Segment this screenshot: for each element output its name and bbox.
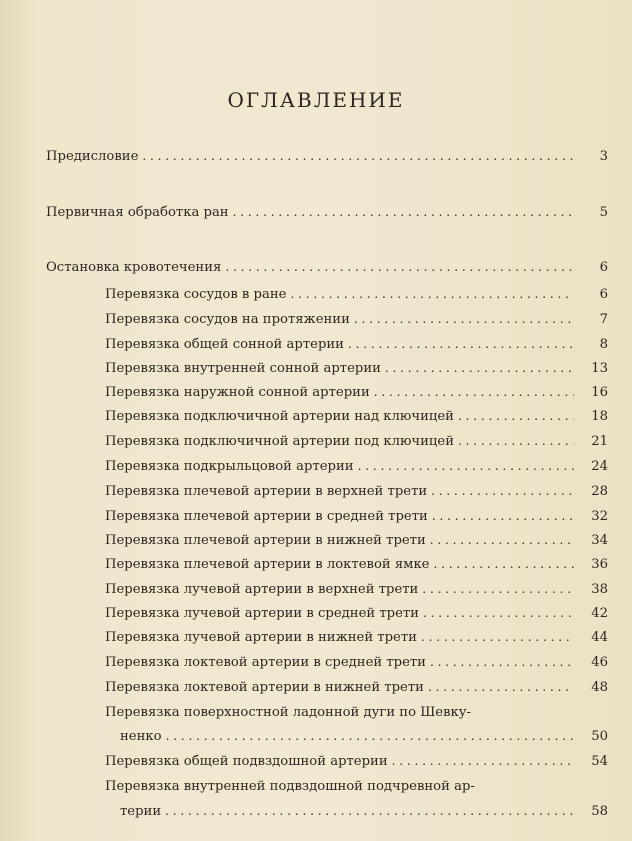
toc-subentry — [105, 386, 608, 399]
page-title: ОГЛАВЛЕНИЕ — [227, 88, 405, 112]
entry-title: Перевязка общей подвздошной артерии — [105, 754, 388, 769]
entry-page: 18 — [591, 409, 608, 424]
leader-dots — [142, 150, 574, 162]
entry-page: 42 — [591, 606, 608, 621]
toc-subentry — [105, 534, 608, 547]
entry-page: 8 — [599, 337, 608, 352]
toc-subentry — [105, 607, 608, 620]
entry-title: Перевязка плечевой артерии в средней трети — [105, 509, 428, 524]
entry-title: Перевязка локтевой артерии в нижней трети — [105, 680, 424, 695]
toc-subentry — [105, 338, 608, 351]
leader-dots — [166, 730, 574, 742]
entry-title: Перевязка лучевой артерии в верхней трети — [105, 582, 419, 597]
toc-subentry — [105, 631, 608, 644]
entry-title: Предисловие — [46, 149, 139, 164]
entry-page: 48 — [591, 680, 608, 695]
entry-page: 32 — [591, 509, 608, 524]
entry-page: 44 — [591, 630, 608, 645]
toc-entry — [46, 150, 608, 163]
leader-dots — [233, 206, 574, 218]
leader-dots — [430, 656, 574, 668]
toc-subentry — [105, 460, 608, 473]
leader-dots — [421, 631, 574, 643]
leader-dots — [165, 805, 574, 817]
entry-page: 16 — [591, 385, 608, 400]
leader-dots — [290, 288, 574, 300]
toc-subentry — [105, 755, 608, 768]
toc-subentry — [105, 485, 608, 498]
entry-page: 5 — [599, 205, 608, 220]
leader-dots — [225, 261, 574, 273]
toc-subentry — [105, 410, 608, 423]
toc-entry — [46, 206, 608, 219]
entry-title: Перевязка сосудов на протяжении — [105, 312, 350, 327]
entry-page: 54 — [591, 754, 608, 769]
leader-dots — [431, 485, 574, 497]
entry-page: 6 — [599, 260, 608, 275]
entry-page: 24 — [591, 459, 608, 474]
leader-dots — [374, 386, 574, 398]
entry-page: 7 — [599, 312, 608, 327]
toc-subentry — [105, 583, 608, 596]
leader-dots — [434, 558, 575, 570]
entry-page: 58 — [591, 804, 608, 819]
entry-title: Перевязка общей сонной артерии — [105, 337, 344, 352]
entry-title: Перевязка локтевой артерии в средней трети — [105, 655, 426, 670]
entry-title: Перевязка плечевой артерии в локтевой ямке — [105, 557, 430, 572]
entry-title: Перевязка подкрыльцовой артерии — [105, 459, 354, 474]
entry-title-line1: Перевязка поверхностной ладонной дуги по Шевку- — [105, 705, 471, 720]
entry-title: Перевязка сосудов в ране — [105, 287, 287, 302]
entry-page: 13 — [591, 361, 608, 376]
entry-title: Перевязка плечевой артерии в нижней трети — [105, 533, 426, 548]
entry-page: 34 — [591, 533, 608, 548]
entry-page: 36 — [591, 557, 608, 572]
leader-dots — [430, 534, 574, 546]
entry-title: Перевязка наружной сонной артерии — [105, 385, 370, 400]
entry-page: 46 — [591, 655, 608, 670]
entry-title: ненко — [120, 729, 162, 744]
toc-subentry — [105, 362, 608, 375]
entry-page: 6 — [599, 287, 608, 302]
entry-title: Перевязка подключичной артерии над ключицей — [105, 409, 454, 424]
leader-dots — [385, 362, 574, 374]
toc-subentry — [105, 558, 608, 571]
entry-title: Перевязка лучевой артерии в средней трети — [105, 606, 419, 621]
entry-page: 28 — [591, 484, 608, 499]
leader-dots — [392, 755, 574, 767]
entry-title: Перевязка подключичной артерии под ключицей — [105, 434, 455, 449]
leader-dots — [358, 460, 574, 472]
entry-title: Первичная обработка ран — [46, 205, 229, 220]
toc-subentry-continued — [120, 805, 608, 818]
leader-dots — [458, 410, 574, 422]
entry-title: Перевязка внутренней сонной артерии — [105, 361, 381, 376]
toc-entry — [46, 261, 608, 274]
entry-title-line1: Перевязка внутренней подвздошной подчревной ар- — [105, 779, 475, 794]
leader-dots — [354, 313, 574, 325]
toc-subentry — [105, 681, 608, 694]
entry-title: терии — [120, 804, 162, 819]
leader-dots — [348, 338, 574, 350]
toc-subentry — [105, 288, 608, 301]
toc-subentry — [105, 313, 608, 326]
entry-page: 50 — [591, 729, 608, 744]
leader-dots — [432, 510, 574, 522]
toc-subentry — [105, 435, 608, 448]
entry-page: 38 — [591, 582, 608, 597]
leader-dots — [422, 583, 574, 595]
entry-page: 3 — [599, 149, 608, 164]
entry-title: Перевязка плечевой артерии в верхней трети — [105, 484, 428, 499]
entry-title: Перевязка лучевой артерии в нижней трети — [105, 630, 417, 645]
toc-subentry-continued — [120, 730, 608, 743]
entry-page: 21 — [591, 434, 608, 449]
leader-dots — [458, 435, 574, 447]
entry-title: Остановка кровотечения — [46, 260, 222, 275]
toc-subentry — [105, 510, 608, 523]
toc-subentry — [105, 656, 608, 669]
leader-dots — [428, 681, 574, 693]
leader-dots — [423, 607, 574, 619]
